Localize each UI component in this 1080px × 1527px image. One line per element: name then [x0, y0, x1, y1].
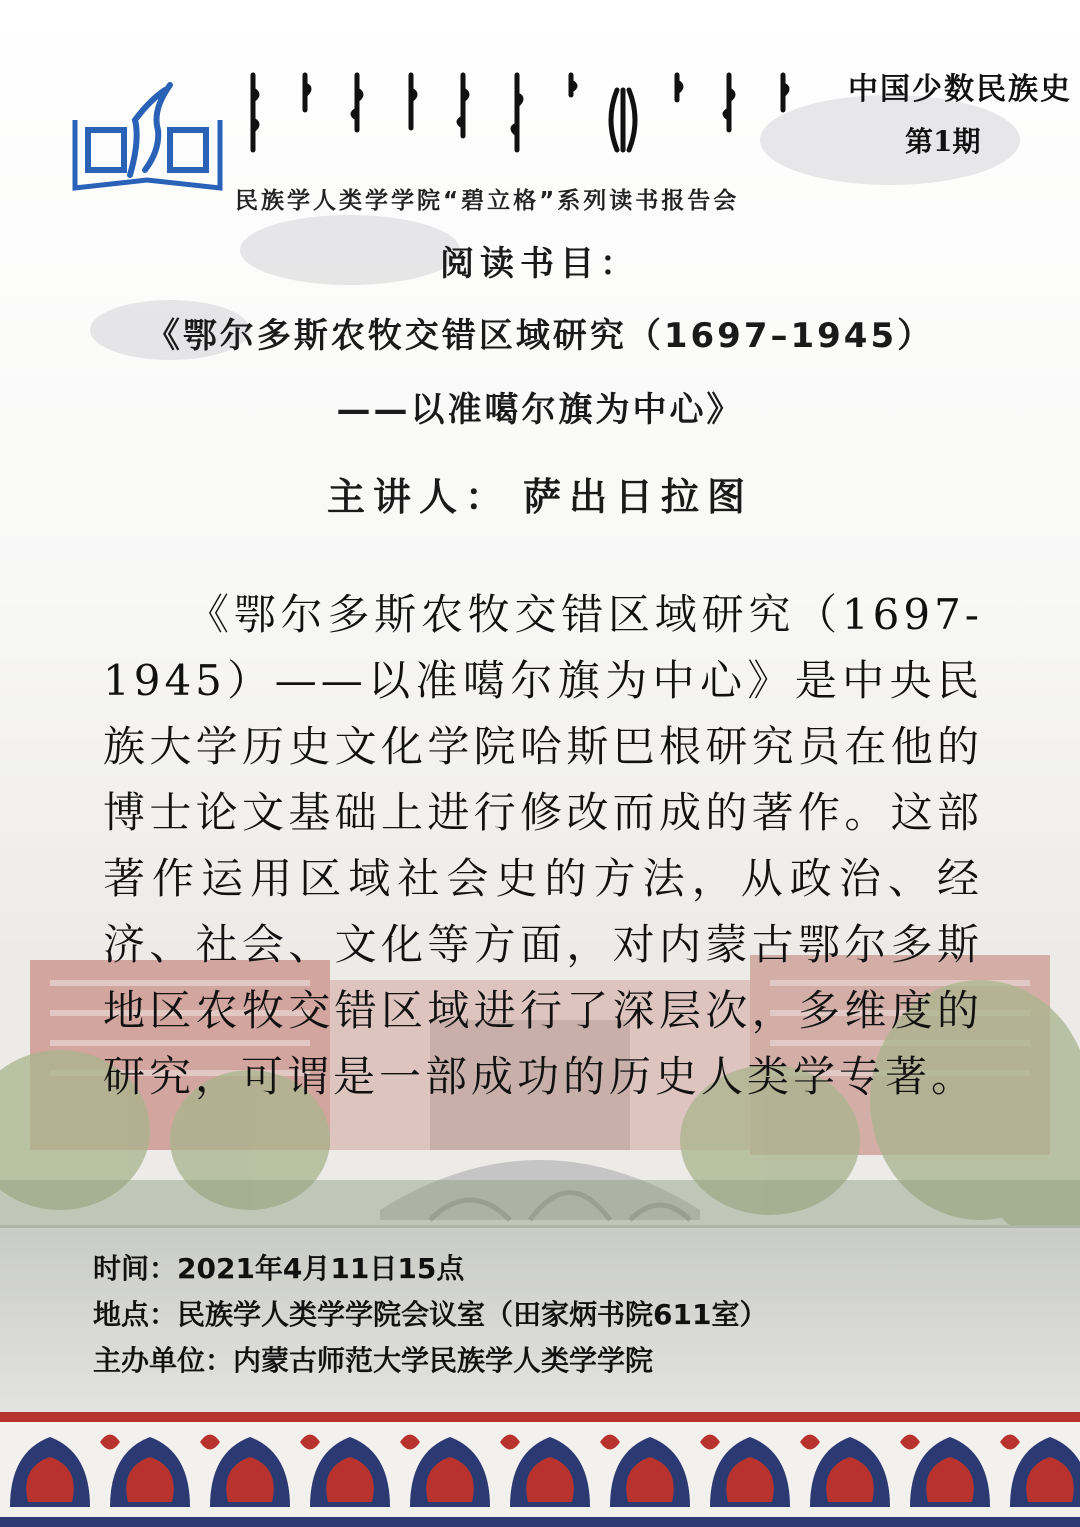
event-location: 地点：民族学人类学学院会议室（田家炳书院611室） — [93, 1298, 768, 1331]
decorative-border-pattern — [0, 1412, 1080, 1527]
reading-list-heading: 阅读书目： — [440, 244, 640, 284]
issue-number: 第1期 — [905, 125, 981, 158]
event-organizer: 主办单位：内蒙古师范大学民族学人类学学院 — [93, 1344, 654, 1377]
speaker-label: 主讲人： — [326, 475, 511, 519]
event-subtitle: 民族学人类学学院“碧立格”系列读书报告会 — [235, 188, 740, 214]
book-title-line-2: ——以准噶尔旗为中心》 — [336, 390, 744, 430]
series-title: 中国少数民族史 — [848, 72, 1072, 107]
mongolian-script-logo — [245, 70, 805, 160]
book-title-line-1: 《鄂尔多斯农牧交错区域研究（1697–1945） — [145, 316, 935, 356]
book-description: 《鄂尔多斯农牧交错区域研究（1697-1945）——以准噶尔旗为中心》是中央民族大学历史文化学院哈斯巴根研究员在他的博士论文基础上进行修改而成的著作。这部著作运用区域社会史的方法，从政治、经济、社会、文化等方面，对内蒙古鄂尔多斯地区农牧交错区域进行了深层次，多维度的研究，可谓是一部成功的历史人类学专著。 — [103, 590, 983, 1101]
book-logo-icon — [70, 80, 225, 195]
speaker-line — [0, 466, 1080, 521]
event-info — [93, 1246, 993, 1384]
speaker-name: 萨出日拉图 — [523, 475, 754, 519]
event-time: 时间：2021年4月11日15点 — [93, 1252, 465, 1285]
